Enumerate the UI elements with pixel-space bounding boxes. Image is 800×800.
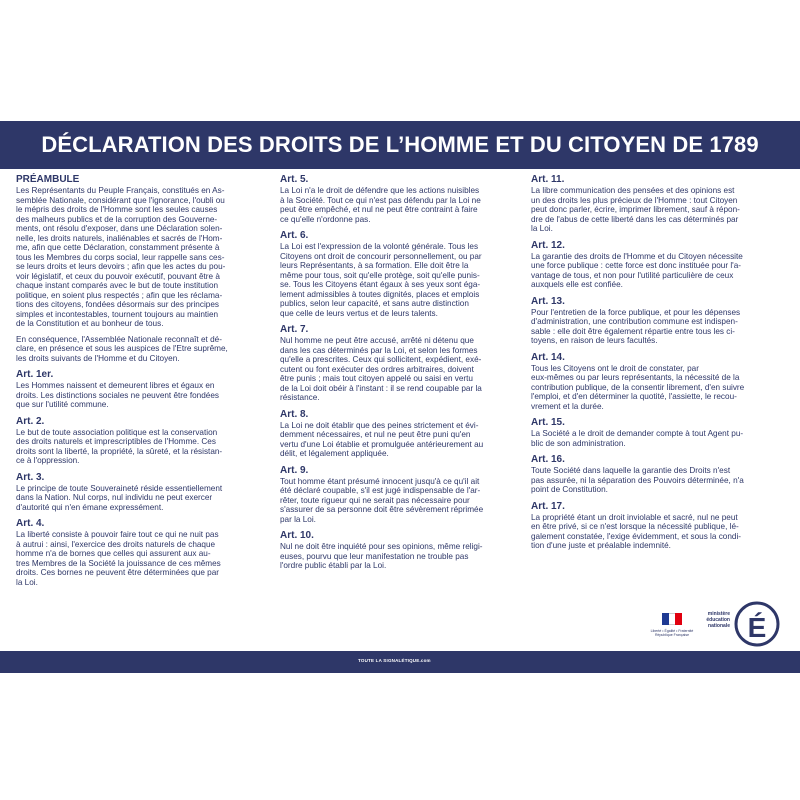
logos: [650, 597, 790, 649]
article-text: Le but de toute association politique est la conservation des droits naturels et imprescriptibles de l'Homme. Ces droits sont la liberté, la propriété, la sûreté, et la résistan- ce à l'oppression.: [16, 427, 223, 465]
article-1: [16, 369, 256, 410]
article-16: [531, 454, 771, 495]
article-text: La Loi n'a le droit de défendre que les actions nuisibles à la Société. Tout ce qui n'est pas défendu par la Loi ne peut être empêché, et nul ne peut être contraint à faire ce qu'elle n'ordonne pas.: [280, 186, 481, 224]
article-title: Art. 5.: [280, 174, 309, 185]
poster-header: [0, 121, 800, 169]
article-text: Les Hommes naissent et demeurent libres et égaux en droits. Les distinctions sociales ne peuvent être fondées que sur l'utilité commune.: [16, 381, 219, 409]
declaration-poster: [0, 121, 800, 673]
article-8: [280, 409, 520, 459]
article-text: La Loi est l'expression de la volonté générale. Tous les Citoyens ont droit de concourir personnellement, ou par leurs Représentants, à sa formation. Elle doit être la même pour tous, soit qu'elle protège, soit qu'elle punis- se. Tous les Citoyens étant égaux à ses yeux sont éga- lement admissibles à toutes dignités, places et emplois publics, selon leur capacité, et sans autre distinction que celle de leurs vertus et de leurs talents.: [280, 242, 482, 318]
article-7: [280, 324, 520, 403]
preamble-paragraph: Les Représentants du Peuple Français, constitués en As- semblée Nationale, considérant que l'ignorance, l'oubli ou le mépris des droits de l'Homme sont les seules causes des malheurs publics et de la corruption des Gouverne- ments, ont résolu d'exposer, dans une Déclaration solen- nelle, les droits naturels, inaliénables et sacrés de l'Hom- me, afin que cette Déclaration, constamment présente à tous les Membres du corps social, leur rappelle sans ces- se leurs droits et leurs devoirs ; afin que les actes du pou- voir législatif, et ceux du pouvoir exécutif, pouvant être à chaque instant comparés avec le but de toute institution politique, en soient plus respectés ; afin que les réclama- tions des citoyens, fondées désormais sur des principes simples et incontestables, tournent toujours au maintien de la Constitution et au bonheur de tous.: [16, 186, 226, 328]
ministere-education-logo: [700, 597, 790, 649]
article-title: Art. 15.: [531, 417, 565, 428]
men-letter: É: [747, 612, 767, 643]
article-text: Tous les Citoyens ont le droit de constater, par eux-mêmes ou par leurs représentants, la nécessité de la contribution publique, de la consentir librement, d'en suivre l'emploi, et d'en déterminer la quotité, l'assiette, le recou- vrement et la durée.: [531, 363, 745, 411]
article-10: [280, 530, 520, 571]
article-title: Art. 12.: [531, 239, 565, 251]
article-12: [531, 240, 771, 290]
article-title: Art. 2.: [16, 415, 45, 427]
article-13: [531, 296, 771, 346]
poster-title: DÉCLARATION DES DROITS DE L’HOMME ET DU CITOYEN DE 1789: [41, 132, 759, 157]
article-text: Toute Société dans laquelle la garantie des Droits n'est pas assurée, ni la séparation des Pouvoirs déterminée, n'a point de Constitution.: [531, 466, 744, 494]
preamble: [16, 174, 256, 363]
article-2: [16, 416, 256, 466]
article-17: [531, 501, 771, 551]
article-text: Tout homme étant présumé innocent jusqu'à ce qu'il ait été déclaré coupable, s'il est jugé indispensable de l'ar- rêter, toute rigueur qui ne serait pas nécessaire pour s'assurer de sa personne doit être sévèrement réprimée par la Loi.: [280, 476, 484, 524]
article-title: Art. 14.: [531, 351, 565, 363]
brand-label: TOUTE LA SIGNALÉTIQUE.com: [358, 658, 431, 663]
column-2: [280, 174, 520, 577]
article-14: [531, 352, 771, 412]
article-text: Nul homme ne peut être accusé, arrêté ni détenu que dans les cas déterminés par la Loi, et selon les formes qu'elle a prescrites. Ceux qui sollicitent, expédient, exé- cutent ou font exécuter des ordres arbitraires, doivent être punis ; mais tout citoyen appelé ou saisi en vertu de la Loi doit obéir à l'instant : il se rend coupable par la résistance.: [280, 336, 482, 402]
article-title: Art. 16.: [531, 454, 565, 465]
education-e-icon: [732, 597, 782, 649]
preamble-paragraph: En conséquence, l'Assemblée Nationale reconnaît et dé- clare, en présence et sous les auspices de l'Etre suprême, les droits suivants de l'Homme et du Citoyen.: [16, 334, 228, 363]
poster-footer: [0, 651, 800, 673]
article-title: Art. 13.: [531, 295, 565, 307]
article-9: [280, 465, 520, 525]
column-1: [16, 174, 256, 593]
men-logo-text: ministère éducation nationale: [706, 611, 730, 629]
article-text: La Loi ne doit établir que des peines strictement et évi- demment nécessaires, et nul ne peut être puni qu'en vertu d'une Loi établie et promulguée antérieurement au délit, et légalement appliquée.: [280, 420, 484, 458]
article-title: Art. 10.: [280, 530, 314, 541]
article-text: La liberté consiste à pouvoir faire tout ce qui ne nuit pas à autrui : ainsi, l'exercice des droits naturels de chaque homme n'a de bornes que celles qui assurent aux au- tres Membres de la Société la jouissance de ces mêmes droits. Ces bornes ne peuvent être déterminées que par la Loi.: [16, 530, 221, 587]
article-title: Art. 1er.: [16, 369, 54, 380]
french-flag-icon: [662, 613, 682, 625]
article-4: [16, 518, 256, 587]
article-11: [531, 174, 771, 234]
article-title: Art. 11.: [531, 174, 565, 185]
column-3: [531, 174, 771, 557]
article-title: Art. 17.: [531, 500, 565, 512]
article-15: [531, 417, 771, 448]
article-title: Art. 9.: [280, 464, 309, 476]
article-text: La libre communication des pensées et des opinions est un des droits les plus précieux de l'Homme : tout Citoyen peut donc parler, écrire, imprimer librement, sauf à répon- dre de l'abus de cette liberté dans les cas déterminés par la Loi.: [531, 186, 740, 233]
article-text: La Société a le droit de demander compte à tout Agent pu- blic de son administration.: [531, 429, 744, 448]
article-text: Pour l'entretien de la force publique, et pour les dépenses d'administration, une contribution commune est indispen- sable : elle doit être également répartie entre tous les ci- toyens, en raison de leurs facultés.: [531, 307, 741, 345]
article-text: La garantie des droits de l'Homme et du Citoyen nécessite une force publique : cette force est donc instituée pour l'a- vantage de tous, et non pour l'utilité particulière de ceux auxquels elle est confiée.: [531, 251, 743, 289]
republique-francaise-logo: [650, 613, 694, 643]
article-text: Le principe de toute Souveraineté réside essentiellement dans la Nation. Nul corps, nul individu ne peut exercer d'autorité qui n'en émane expressément.: [16, 483, 223, 512]
article-title: Art. 3.: [16, 471, 45, 483]
article-5: [280, 174, 520, 224]
article-3: [16, 472, 256, 513]
article-text: La propriété étant un droit inviolable et sacré, nul ne peut en être privé, si ce n'est lorsque la nécessité publique, lé- galement constatée, l'exige évidemment, et sous la condi- tion d'une juste et préalable indemnité.: [531, 512, 742, 550]
article-6: [280, 230, 520, 318]
article-title: Art. 8.: [280, 408, 309, 420]
article-title: Art. 7.: [280, 324, 309, 335]
article-title: Art. 6.: [280, 230, 309, 241]
article-title: Art. 4.: [16, 518, 45, 529]
rf-logo-text: Liberté • Égalité • Fraternité République Française: [650, 629, 694, 637]
preamble-title: PRÉAMBULE: [16, 174, 80, 185]
article-text: Nul ne doit être inquiété pour ses opinions, même religi- euses, pourvu que leur manifestation ne trouble pas l'ordre public établi par la Loi.: [280, 542, 483, 570]
